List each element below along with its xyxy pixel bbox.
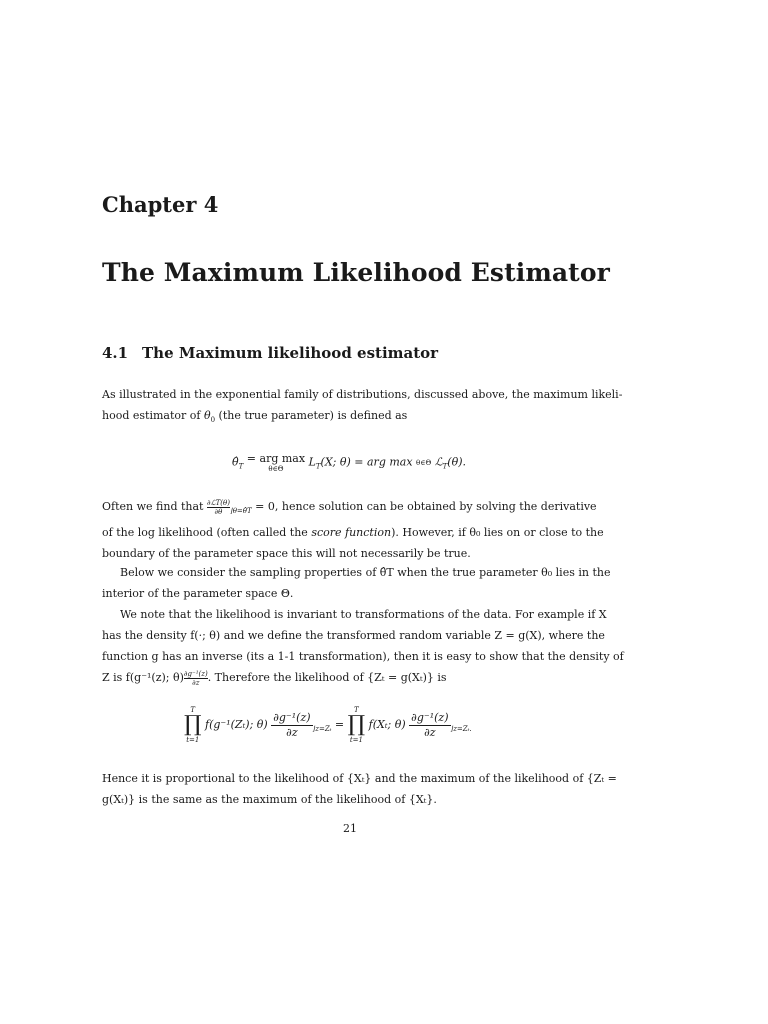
fraction-numerator: ∂ℒT(θ)	[206, 498, 230, 507]
product-upper: T	[190, 706, 196, 714]
equals-sign: =	[334, 718, 348, 731]
fraction-numerator: ∂g⁻¹(z)	[273, 710, 311, 724]
math-L: L	[308, 455, 316, 469]
section-heading	[102, 344, 438, 362]
fraction-score	[207, 499, 230, 516]
paragraph-conclusion	[102, 768, 617, 810]
paragraph-sampling-line-2: interior of the parameter space Θ.	[102, 587, 294, 600]
paragraph-derivative-line-3: boundary of the parameter space this will not necessarily be true.	[102, 547, 471, 561]
math-subscript: 0	[210, 416, 216, 425]
fraction-numerator: ∂g⁻¹(z)	[183, 669, 208, 678]
fraction-denominator: ∂z	[192, 678, 200, 687]
text-run: hood estimator of	[102, 409, 204, 422]
paragraph-conclusion-line-1: Hence it is proportional to the likelihood of {Xₜ} and the maximum of the likelihood of {Zₜ =	[102, 772, 617, 785]
math-subscript: T	[238, 462, 244, 471]
math-script-L: ℒ	[434, 455, 443, 469]
text-run: of the log likelihood (often called the	[102, 526, 312, 540]
paragraph-invariance	[102, 604, 624, 688]
fraction-denominator: ∂z	[424, 725, 436, 739]
product-operator-1	[184, 706, 202, 744]
paragraph-sampling	[102, 562, 611, 604]
math-theta: θ	[203, 409, 211, 422]
paragraph-intro-line-1: As illustrated in the exponential family of distributions, discussed above, the maximum likeli-	[102, 388, 623, 401]
paragraph-invariance-line-4	[102, 667, 598, 688]
paragraph-invariance-line-2: has the density f(·; θ) and we define the transformed random variable Z = g(X), where the	[102, 629, 605, 642]
product-upper: T	[354, 706, 359, 714]
emphasis-score-function: score function	[311, 526, 392, 540]
fraction-jacobian-2	[409, 711, 450, 740]
argmax-operator-2	[416, 459, 431, 467]
paragraph-intro-line-2	[102, 405, 598, 431]
text-run: Often we find that	[102, 500, 207, 513]
fraction-numerator: ∂g⁻¹(z)	[411, 710, 449, 724]
text-run: = 0, hence solution can be obtained by solving the derivative	[251, 500, 597, 513]
paragraph-conclusion-line-2: g(Xₜ)} is the same as the maximum of the likelihood of {Xₜ}.	[102, 793, 437, 806]
fraction-jacobian	[184, 670, 208, 687]
product-symbol: ∏	[184, 712, 202, 737]
paragraph-sampling-line-1: Below we consider the sampling properties of θ̂T when the true parameter θ₀ lies in the	[120, 566, 611, 579]
text-run: . Therefore the likelihood of {Zₜ = g(Xₜ)} is	[207, 671, 447, 684]
product-operator-2	[348, 706, 366, 744]
product-lower: t=1	[186, 736, 200, 744]
argmax-text: = arg max	[246, 452, 306, 465]
math-subscript: T	[315, 462, 321, 471]
chapter-label: Chapter 4	[102, 192, 219, 217]
chapter-title: The Maximum Likelihood Estimator	[102, 258, 610, 287]
fraction-denominator: ∂z	[286, 725, 298, 739]
math-theta-hat: θ̂	[232, 455, 239, 469]
math-term: f(Xₜ; θ)	[368, 718, 406, 731]
text-run: ). However, if θ₀ lies on or close to the	[391, 526, 604, 540]
argmax-operator-1	[247, 452, 305, 473]
equation-transformed-likelihood	[184, 706, 472, 744]
paragraph-invariance-line-1: We note that the likelihood is invariant to transformations of the data. For example if X	[120, 608, 607, 621]
text-run: Z is f(g⁻¹(z); θ)	[102, 671, 184, 684]
argmax-under: θ∈Θ	[416, 458, 432, 467]
product-lower: t=1	[349, 736, 363, 744]
fraction-jacobian-1	[271, 711, 312, 740]
text-run: (the true parameter) is defined as	[215, 409, 408, 422]
math-args: (X; θ) = arg max	[320, 455, 417, 469]
section-number: 4.1	[102, 344, 129, 362]
math-subscript: T	[442, 462, 448, 471]
paragraph-invariance-line-3: function g has an inverse (its a 1-1 transformation), then it is easy to show that the density of	[102, 650, 624, 663]
paragraph-derivative-line-2	[102, 522, 604, 543]
math-condition: ⌋z=Zₜ	[312, 725, 332, 734]
page-number: 21	[343, 822, 357, 835]
paragraph-intro	[102, 384, 623, 431]
fraction-denominator: ∂θ	[214, 507, 223, 516]
math-condition: ⌋θ=θ̂T	[229, 507, 252, 516]
math-term: f(g⁻¹(Zₜ); θ)	[205, 718, 268, 731]
paragraph-derivative	[102, 496, 604, 564]
argmax-under: θ∈Θ	[268, 465, 284, 473]
product-symbol: ∏	[347, 712, 366, 737]
math-condition: ⌋z=Zₜ.	[450, 725, 472, 734]
equation-mle-definition	[232, 452, 466, 473]
paragraph-derivative-line-1	[102, 496, 598, 522]
math-args: (θ).	[447, 455, 466, 469]
section-title: The Maximum likelihood estimator	[142, 344, 439, 362]
